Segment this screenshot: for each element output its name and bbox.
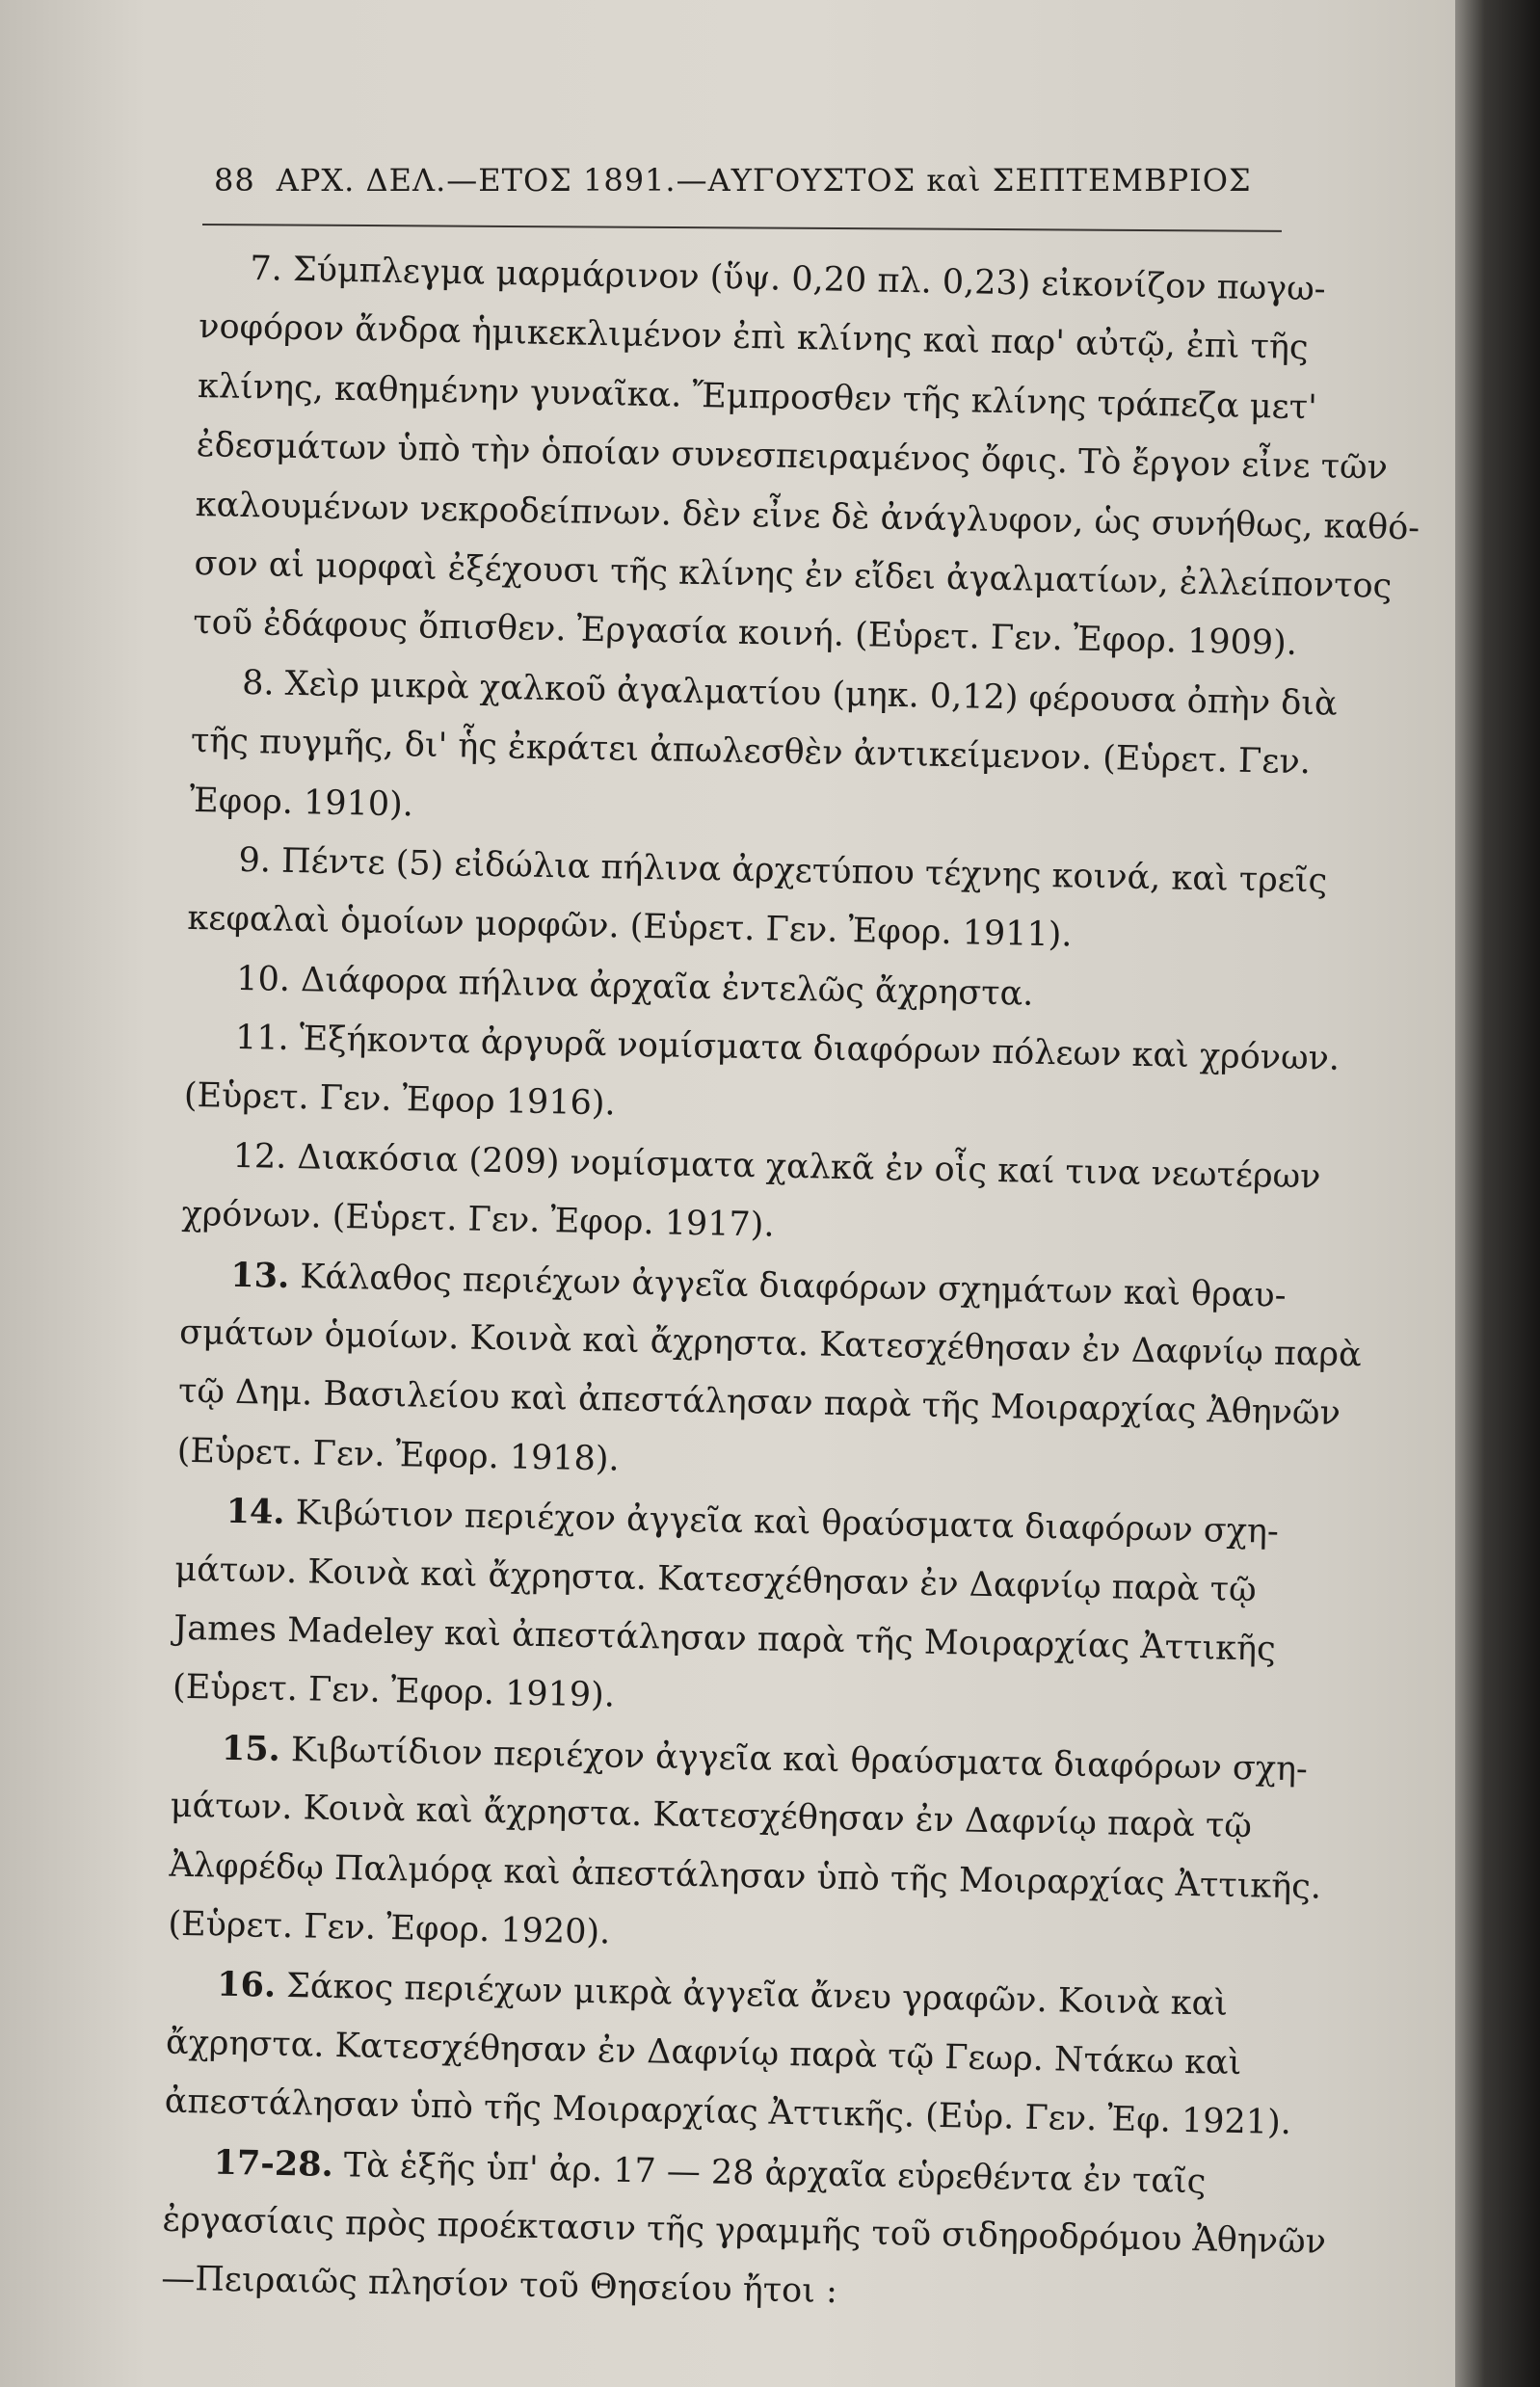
text-line: 9. Πέντε (5) εἰδώλια πήλινα ἀρχετύπου τέχνης κοινά, καὶ τρεῖς: [238, 840, 1328, 901]
text-line: —Πειραιῶς πλησίον τοῦ Θησείου ἤτοι :: [160, 2259, 838, 2312]
entry-text: Κάλαθος περιέχων ἀγγεῖα διαφόρων σχημάτων καὶ θραυ-: [288, 1257, 1287, 1315]
text-line: 12. Διακόσια (209) νομίσματα χαλκᾶ ἐν οἷς καί τινα νεωτέρων: [232, 1136, 1321, 1197]
entry-text: Σάκος περιέχων μικρὰ ἀγγεῖα ἄνευ γραφῶν. Κοινὰ καὶ: [275, 1967, 1229, 2025]
text-line: καλουμένων νεκροδείπνων. δὲν εἶνε δὲ ἀνάγλυφον, ὡς συνήθως, καθό-: [195, 485, 1421, 547]
text-line: μάτων. Κοινὰ καὶ ἄχρηστα. Κατεσχέθησαν ἐν Δαφνίῳ παρὰ τῷ: [174, 1550, 1257, 1609]
text-line: σμάτων ὁμοίων. Κοινὰ καὶ ἄχρηστα. Κατεσχέθησαν ἐν Δαφνίῳ παρὰ: [178, 1313, 1363, 1375]
text-line: 11. Ἑξήκοντα ἀργυρᾶ νομίσματα διαφόρων πόλεων καὶ χρόνων.: [234, 1018, 1341, 1078]
entry-number: 16.: [216, 1964, 277, 2006]
text-line: σον αἱ μορφαὶ ἐξέχουσι τῆς κλίνης ἐν εἴδει ἀγαλματίων, ἐλλείποντος: [194, 544, 1393, 606]
text-line: Ἀλφρέδῳ Παλμόρᾳ καὶ ἀπεστάλησαν ὑπὸ τῆς Μοιραρχίας Ἀττικῆς.: [169, 1845, 1322, 1907]
entry-text: Κιβωτίδιον περιέχον ἀγγεῖα καὶ θραύσματα διαφόρων σχη-: [279, 1730, 1309, 1790]
text-line: 10. Διάφορα πήλινα ἀρχαῖα ἐντελῶς ἄχρηστα.: [235, 959, 1034, 1014]
text-line: τῷ Δημ. Βασιλείου καὶ ἀπεστάλησαν παρὰ τῆς Μοιραρχίας Ἀθηνῶν: [177, 1372, 1341, 1434]
text-line: 7. Σύμπλεγμα μαρμάρινον (ὕψ. 0,20 πλ. 0,23) εἰκονίζον πωγω-: [250, 249, 1326, 309]
text-line: (Εὑρετ. Γεν. Ἐφορ. 1918).: [176, 1431, 621, 1479]
running-title: ΑΡΧ. ΔΕΛ.—ΕΤΟΣ 1891.—ΑΥΓΟΥΣΤΟΣ καὶ ΣΕΠΤΕΜΒΡΙΟΣ: [276, 162, 1252, 199]
binding-edge: [1455, 0, 1540, 2387]
entry-number: 15.: [221, 1728, 281, 1769]
text-line: Ἐφορ. 1910).: [189, 781, 414, 824]
text-line: 8. Χεὶρ μικρὰ χαλκοῦ ἀγαλματίου (μηκ. 0,12) φέρουσα ὀπὴν διὰ: [241, 663, 1339, 724]
text-line: μάτων. Κοινὰ καὶ ἄχρηστα. Κατεσχέθησαν ἐν Δαφνίῳ παρὰ τῷ: [170, 1786, 1253, 1846]
entry-number: 14.: [226, 1491, 285, 1533]
text-line: ἄχρηστα. Κατεσχέθησαν ἐν Δαφνίῳ παρὰ τῷ Γεωρ. Ντάκω καὶ: [165, 2023, 1242, 2082]
text-line: James Madeley καὶ ἀπεστάλησαν παρὰ τῆς Μοιραρχίας Ἀττικῆς: [173, 1608, 1277, 1669]
text-line: κλίνης, καθημένην γυναῖκα. Ἔμπροσθεν τῆς κλίνης τράπεζα μετ': [197, 366, 1318, 428]
text-line: ἐργασίαις πρὸς προέκτασιν τῆς γραμμῆς τοῦ σιδηροδρόμου Ἀθηνῶν: [162, 2200, 1327, 2262]
text-line: (Εὑρετ. Γεν. Ἐφορ. 1919).: [172, 1668, 616, 1715]
entry-number: 17-28.: [213, 2142, 334, 2185]
text-line: χρόνων. (Εὑρετ. Γεν. Ἐφορ. 1917).: [181, 1195, 775, 1245]
text-line: νοφόρον ἄνδρα ἡμικεκλιμένον ἐπὶ κλίνης καὶ παρ' αὐτῷ, ἐπὶ τῆς: [198, 307, 1309, 368]
body-text: [160, 239, 1421, 2330]
text-line: κεφαλαὶ ὁμοίων μορφῶν. (Εὑρετ. Γεν. Ἐφορ. 1911).: [187, 899, 1073, 955]
entry-text: Κιβώτιον περιέχον ἀγγεῖα καὶ θραύσματα διαφόρων σχη-: [284, 1494, 1280, 1552]
page-number: 88: [214, 162, 255, 199]
text-line: (Εὑρετ. Γεν. Ἐφορ 1916).: [183, 1076, 616, 1124]
text-line: ἀπεστάλησαν ὑπὸ τῆς Μοιραρχίας Ἀττικῆς. (Εὑρ. Γεν. Ἐφ. 1921).: [164, 2082, 1292, 2143]
text-line: τῆς πυγμῆς, δι' ἧς ἐκράτει ἀπωλεσθὲν ἀντικείμενον. (Εὑρετ. Γεν.: [190, 722, 1312, 782]
text-line: (Εὑρετ. Γεν. Ἐφορ. 1920).: [168, 1904, 611, 1952]
text-line: ἐδεσμάτων ὑπὸ τὴν ὁποίαν συνεσπειραμένος ὄφις. Τὸ ἔργον εἶνε τῶν: [196, 426, 1389, 488]
running-header: [214, 162, 1274, 210]
text-line: τοῦ ἐδάφους ὄπισθεν. Ἐργασία κοινή. (Εὑρετ. Γεν. Ἐφορ. 1909).: [192, 603, 1298, 664]
header-rule: [202, 224, 1282, 232]
entry-text: Τὰ ἑξῆς ὑπ' ἀρ. 17 — 28 ἀρχαῖα εὑρεθέντα ἐν ταῖς: [332, 2145, 1207, 2201]
entry-number: 13.: [229, 1255, 290, 1296]
